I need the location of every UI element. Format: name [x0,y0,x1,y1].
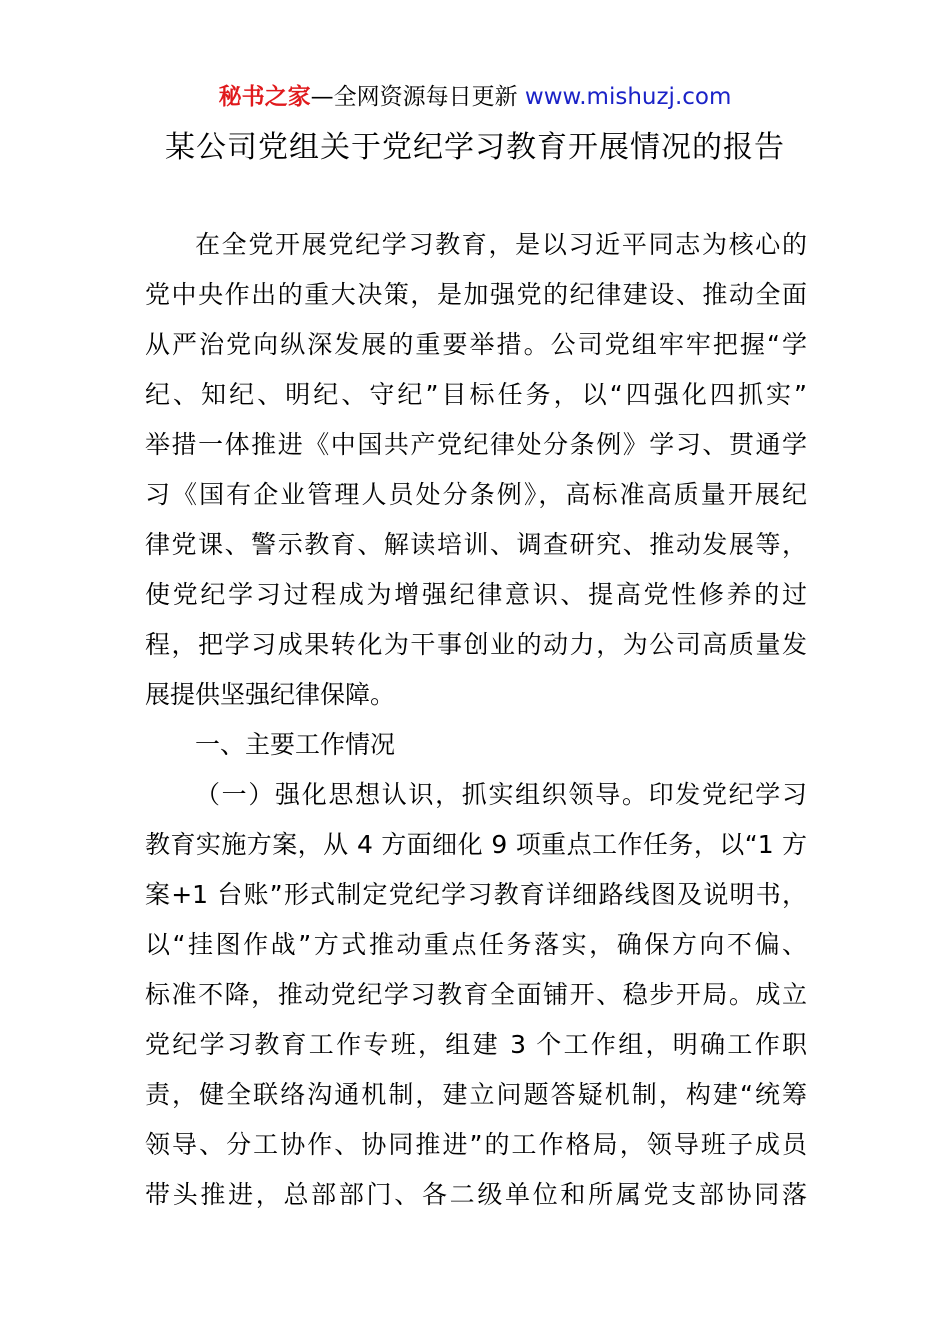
site-header [0,80,950,114]
site-tagline: —全网资源每日更新 [310,84,525,110]
paragraph-line: 习《国有企业管理人员处分条例》，高标准高质量开展纪 [145,480,807,509]
paragraph-line: 领导、分工协作、协同推进”的工作格局，领导班子成员 [145,1130,807,1159]
paragraph-line: （一）强化思想认识，抓实组织领导。印发党纪学习 [195,780,807,809]
site-url-link[interactable]: www.mishuzj.com [524,84,732,110]
paragraph-line: 程，把学习成果转化为干事创业的动力，为公司高质量发 [145,630,807,659]
section-heading: 一、主要工作情况 [195,730,396,759]
paragraph-line: 党中央作出的重大决策，是加强党的纪律建设、推动全面 [145,280,807,309]
paragraph-line: 带头推进，总部部门、各二级单位和所属党支部协同落 [145,1180,807,1209]
paragraph-line: 党纪学习教育工作专班，组建 3 个工作组，明确工作职 [145,1030,807,1059]
paragraph-line: 在全党开展党纪学习教育，是以习近平同志为核心的 [195,230,807,259]
paragraph-line: 纪、知纪、明纪、守纪”目标任务，以“四强化四抓实” [145,380,807,409]
paragraph-line: 展提供坚强纪律保障。 [145,680,396,709]
paragraph-line: 案+1 台账”形式制定党纪学习教育详细路线图及说明书， [145,880,807,909]
paragraph-line: 标准不降，推动党纪学习教育全面铺开、稳步开局。成立 [145,980,807,1009]
site-brand: 秘书之家 [218,84,311,110]
paragraph-line: 从严治党向纵深发展的重要举措。公司党组牢牢把握“学 [145,330,807,359]
paragraph-line: 以“挂图作战”方式推动重点任务落实，确保方向不偏、 [145,930,807,959]
document-title: 某公司党组关于党纪学习教育开展情况的报告 [165,130,785,165]
paragraph-line: 举措一体推进《中国共产党纪律处分条例》学习、贯通学 [145,430,807,459]
document-body [145,220,807,1220]
paragraph-line: 教育实施方案，从 4 方面细化 9 项重点工作任务，以“1 方 [145,830,807,859]
paragraph-line: 使党纪学习过程成为增强纪律意识、提高党性修养的过 [145,580,807,609]
paragraph-line: 责，健全联络沟通机制，建立问题答疑机制，构建“统筹 [145,1080,807,1109]
paragraph-line: 律党课、警示教育、解读培训、调查研究、推动发展等， [145,530,807,559]
